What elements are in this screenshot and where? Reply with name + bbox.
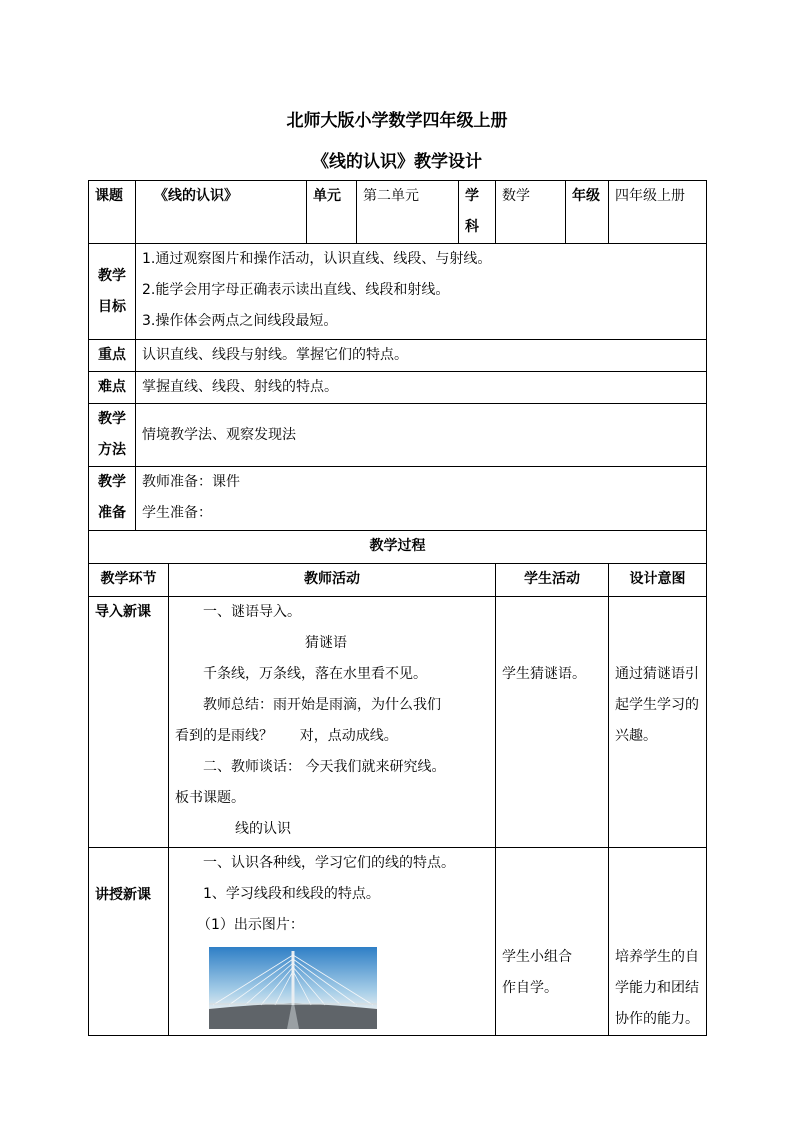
process-row (89, 597, 707, 848)
difficulty-value: 掌握直线、线段、射线的特点。 (136, 372, 707, 404)
difficulty-label: 难点 (89, 372, 136, 404)
intent-cell: 培养学生的自 学能力和团结 协作的能力。 (609, 848, 707, 1036)
topic-value: 《线的认识》 (136, 181, 307, 244)
prep-content (136, 467, 707, 531)
stage-cell: 讲授新课 (89, 848, 169, 1036)
process-header-row (89, 564, 707, 597)
info-row (89, 181, 707, 244)
key-value: 认识直线、线段与射线。掌握它们的特点。 (136, 340, 707, 372)
student-activity-cell: 学生猜谜语。 (496, 597, 609, 848)
col-teacher-header: 教师活动 (169, 564, 496, 597)
goal-item: 2.能学会用字母正确表示读出直线、线段和射线。 (142, 282, 450, 298)
grade-value: 四年级上册 (609, 181, 707, 244)
subject-label: 学科 (459, 181, 496, 244)
lesson-plan-table (88, 180, 707, 1036)
unit-label: 单元 (307, 181, 357, 244)
grade-label: 年级 (566, 181, 609, 244)
goals-row (89, 244, 707, 340)
key-row (89, 340, 707, 372)
unit-value: 第二单元 (357, 181, 459, 244)
goals-content (136, 244, 707, 340)
document-title: 北师大版小学数学四年级上册 (286, 111, 508, 131)
goal-item: 1.通过观察图片和操作活动，认识直线、线段、与射线。 (142, 251, 492, 267)
subject-value: 数学 (496, 181, 566, 244)
method-label: 教学 方法 (89, 404, 136, 467)
prep-label: 教学 准备 (89, 467, 136, 531)
difficulty-row (89, 372, 707, 404)
teacher-activity-cell: 一、谜语导入。 猜谜语 千条线，万条线，落在水里看不见。 教师总结：雨开始是雨滴，为什么我们 看到的是雨线？ 对，点动成线。 二、教师谈话： 今天我们就来研究线。 板书课题。 线的认识 (169, 597, 496, 848)
process-heading-row (89, 531, 707, 564)
document-subtitle: 《线的认识》教学设计 (312, 152, 482, 172)
key-label: 重点 (89, 340, 136, 372)
goal-item: 3.操作体会两点之间线段最短。 (142, 313, 338, 329)
method-value: 情境教学法、观察发现法 (136, 404, 707, 467)
teacher-activity-cell: 一、认识各种线，学习它们的线的特点。 1、学习线段和线段的特点。 （1）出示图片： (169, 848, 496, 1036)
prep-student: 学生准备： (142, 505, 212, 521)
goals-label: 教学 目标 (89, 244, 136, 340)
stage-cell: 导入新课 (89, 597, 169, 848)
col-stage-header: 教学环节 (89, 564, 169, 597)
topic-label: 课题 (89, 181, 136, 244)
process-heading: 教学过程 (89, 531, 707, 564)
student-activity-cell: 学生小组合 作自学。 (496, 848, 609, 1036)
col-student-header: 学生活动 (496, 564, 609, 597)
intent-cell: 通过猜谜语引 起学生学习的 兴趣。 (609, 597, 707, 848)
col-intent-header: 设计意图 (609, 564, 707, 597)
bridge-photo (209, 947, 377, 1029)
prep-row (89, 467, 707, 531)
process-row (89, 848, 707, 1036)
prep-teacher: 教师准备：课件 (142, 474, 240, 490)
method-row (89, 404, 707, 467)
